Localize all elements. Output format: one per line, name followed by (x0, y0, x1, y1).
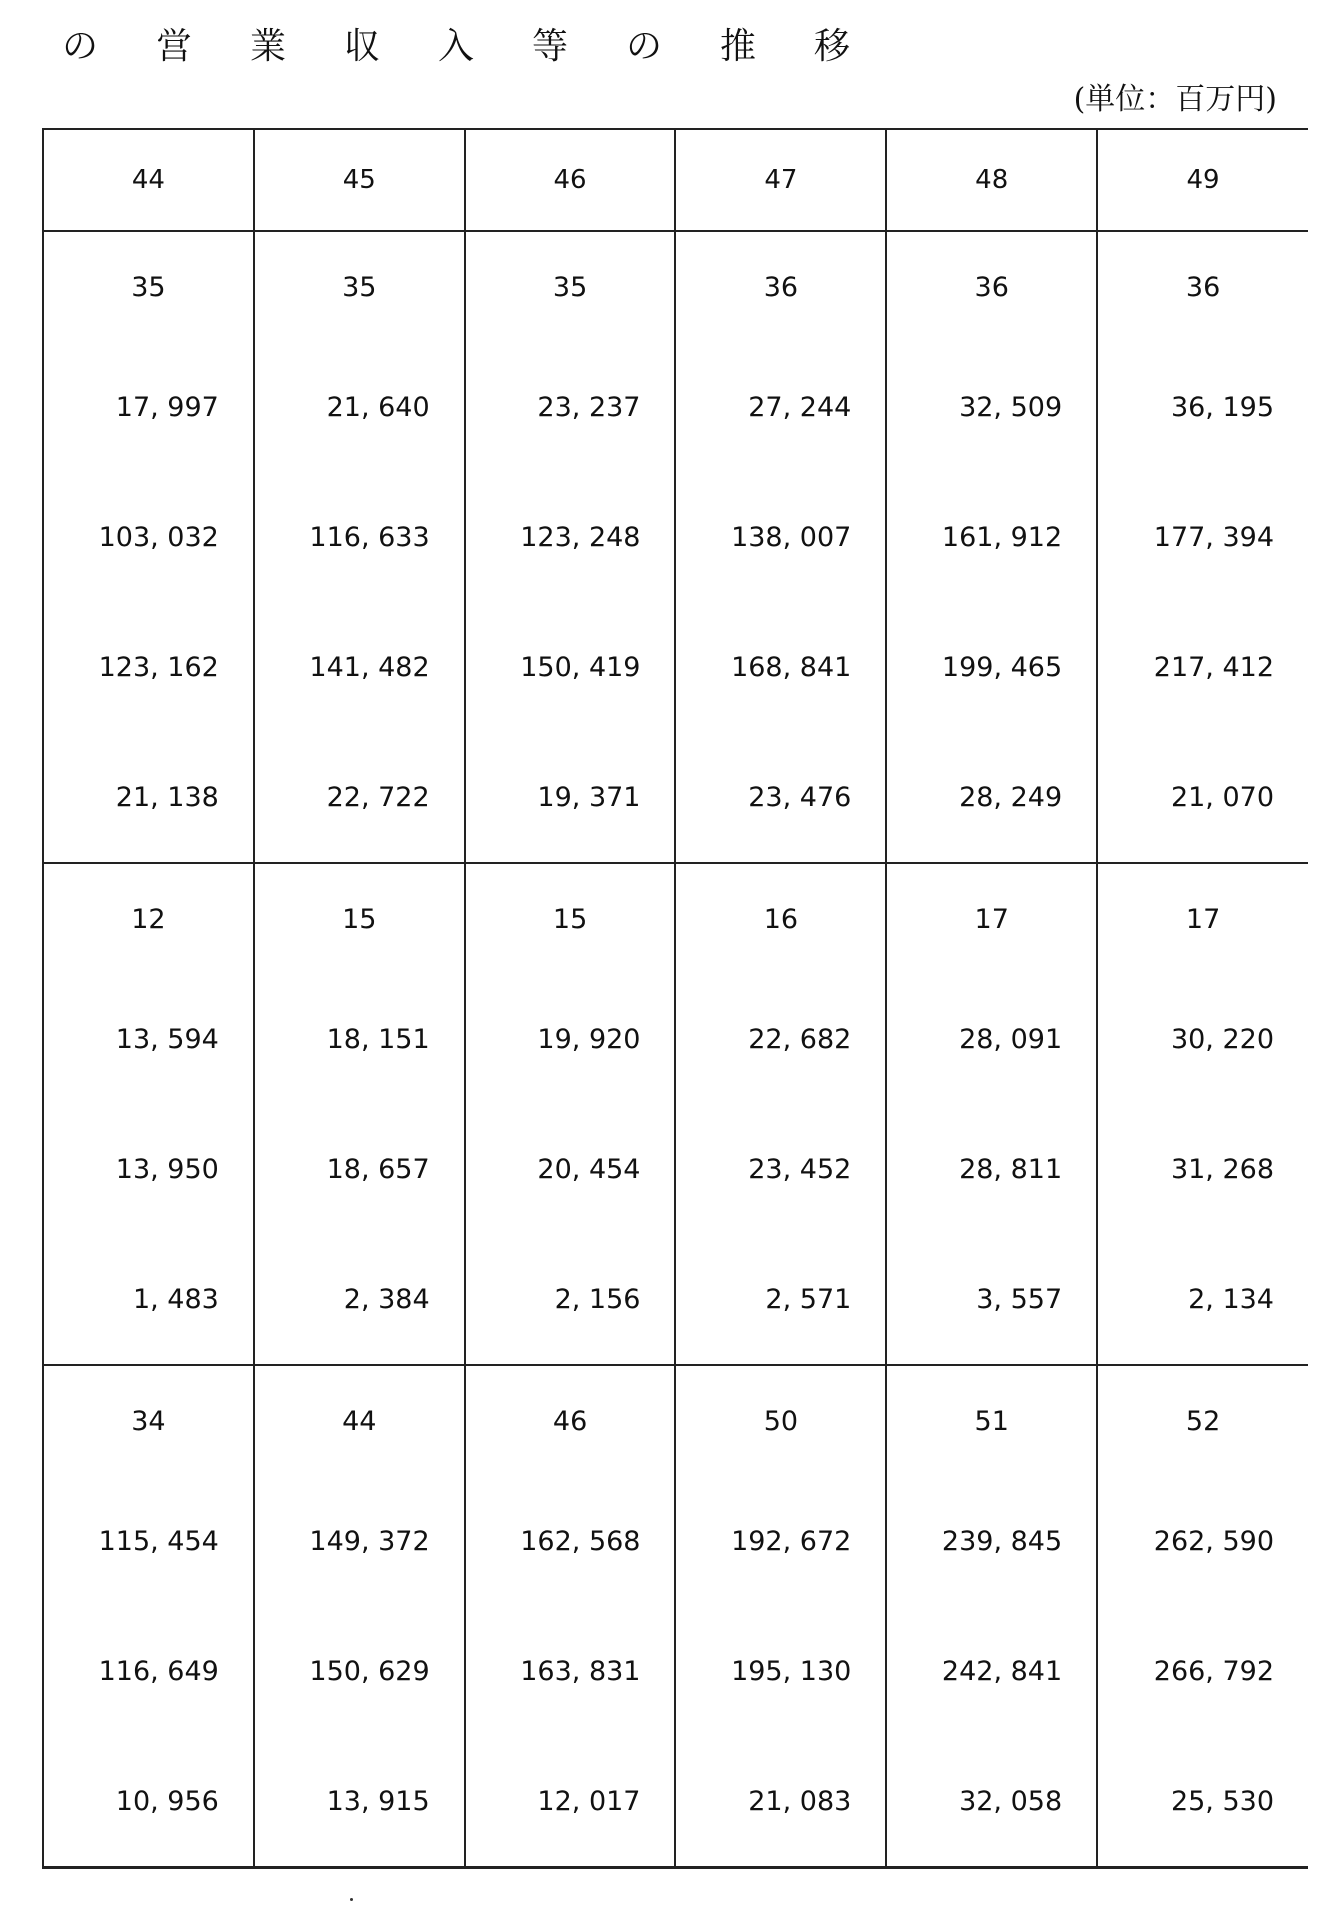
amount-cell: 18, 151 (254, 974, 465, 1104)
amount-cell: 162, 568 (465, 1476, 676, 1606)
amount-cell: 28, 091 (886, 974, 1097, 1104)
amount-cell: 28, 249 (886, 732, 1097, 863)
count-cell: 44 (254, 1365, 465, 1476)
amount-cell: 2, 156 (465, 1234, 676, 1365)
count-cell: 35 (254, 231, 465, 342)
table-section (43, 1365, 1308, 1868)
table-row (43, 1234, 1308, 1365)
table-row (43, 1606, 1308, 1736)
count-cell: 36 (886, 231, 1097, 342)
count-cell: 51 (886, 1365, 1097, 1476)
amount-cell: 13, 950 (43, 1104, 254, 1234)
amount-cell: 22, 682 (675, 974, 886, 1104)
amount-cell: 32, 058 (886, 1736, 1097, 1868)
amount-cell: 2, 384 (254, 1234, 465, 1365)
amount-cell: 28, 811 (886, 1104, 1097, 1234)
amount-cell: 138, 007 (675, 472, 886, 602)
amount-cell: 32, 509 (886, 342, 1097, 472)
column-header: 46 (465, 129, 676, 231)
amount-cell: 192, 672 (675, 1476, 886, 1606)
table-row (43, 1476, 1308, 1606)
amount-cell: 27, 244 (675, 342, 886, 472)
amount-cell: 17, 997 (43, 342, 254, 472)
amount-cell: 18, 657 (254, 1104, 465, 1234)
amount-cell: 19, 920 (465, 974, 676, 1104)
amount-cell: 13, 594 (43, 974, 254, 1104)
table-row (43, 602, 1308, 732)
amount-cell: 115, 454 (43, 1476, 254, 1606)
count-cell: 46 (465, 1365, 676, 1476)
amount-cell: 20, 454 (465, 1104, 676, 1234)
amount-cell: 12, 017 (465, 1736, 676, 1868)
table-row (43, 1104, 1308, 1234)
count-cell: 50 (675, 1365, 886, 1476)
amount-cell: 13, 915 (254, 1736, 465, 1868)
amount-cell: 2, 134 (1097, 1234, 1308, 1365)
amount-cell: 239, 845 (886, 1476, 1097, 1606)
amount-cell: 149, 372 (254, 1476, 465, 1606)
amount-cell: 22, 722 (254, 732, 465, 863)
count-cell: 35 (43, 231, 254, 342)
table-row (43, 472, 1308, 602)
amount-cell: 116, 633 (254, 472, 465, 602)
amount-cell: 116, 649 (43, 1606, 254, 1736)
amount-cell: 21, 138 (43, 732, 254, 863)
data-table-container (42, 128, 1308, 1869)
amount-cell: 123, 162 (43, 602, 254, 732)
table-section (43, 863, 1308, 1365)
amount-cell: 19, 371 (465, 732, 676, 863)
amount-cell: 10, 956 (43, 1736, 254, 1868)
table-row (43, 342, 1308, 472)
revenue-table (42, 128, 1308, 1869)
count-cell: 17 (886, 863, 1097, 974)
amount-cell: 168, 841 (675, 602, 886, 732)
header-row (43, 129, 1308, 231)
amount-cell: 21, 640 (254, 342, 465, 472)
count-cell: 12 (43, 863, 254, 974)
table-header (43, 129, 1308, 231)
table-section (43, 231, 1308, 863)
amount-cell: 2, 571 (675, 1234, 886, 1365)
count-cell: 15 (465, 863, 676, 974)
amount-cell: 150, 419 (465, 602, 676, 732)
amount-cell: 21, 083 (675, 1736, 886, 1868)
table-row (43, 732, 1308, 863)
column-header: 44 (43, 129, 254, 231)
table-row (43, 1365, 1308, 1476)
amount-cell: 30, 220 (1097, 974, 1308, 1104)
count-cell: 36 (1097, 231, 1308, 342)
amount-cell: 23, 452 (675, 1104, 886, 1234)
amount-cell: 161, 912 (886, 472, 1097, 602)
column-header: 47 (675, 129, 886, 231)
column-header: 45 (254, 129, 465, 231)
amount-cell: 23, 476 (675, 732, 886, 863)
amount-cell: 266, 792 (1097, 1606, 1308, 1736)
count-cell: 34 (43, 1365, 254, 1476)
amount-cell: 242, 841 (886, 1606, 1097, 1736)
count-cell: 16 (675, 863, 886, 974)
stray-mark (350, 1898, 353, 1901)
count-cell: 36 (675, 231, 886, 342)
amount-cell: 103, 032 (43, 472, 254, 602)
amount-cell: 36, 195 (1097, 342, 1308, 472)
amount-cell: 23, 237 (465, 342, 676, 472)
amount-cell: 141, 482 (254, 602, 465, 732)
amount-cell: 163, 831 (465, 1606, 676, 1736)
amount-cell: 262, 590 (1097, 1476, 1308, 1606)
amount-cell: 150, 629 (254, 1606, 465, 1736)
count-cell: 15 (254, 863, 465, 974)
amount-cell: 31, 268 (1097, 1104, 1308, 1234)
amount-cell: 3, 557 (886, 1234, 1097, 1365)
amount-cell: 1, 483 (43, 1234, 254, 1365)
amount-cell: 195, 130 (675, 1606, 886, 1736)
table-row (43, 974, 1308, 1104)
unit-label: (単位：百万円) (1073, 82, 1277, 117)
table-row (43, 1736, 1308, 1868)
table-row (43, 231, 1308, 342)
amount-cell: 177, 394 (1097, 472, 1308, 602)
column-header: 49 (1097, 129, 1308, 231)
count-cell: 35 (465, 231, 676, 342)
column-header: 48 (886, 129, 1097, 231)
count-cell: 17 (1097, 863, 1308, 974)
amount-cell: 25, 530 (1097, 1736, 1308, 1868)
count-cell: 52 (1097, 1365, 1308, 1476)
amount-cell: 21, 070 (1097, 732, 1308, 863)
table-row (43, 863, 1308, 974)
amount-cell: 217, 412 (1097, 602, 1308, 732)
amount-cell: 123, 248 (465, 472, 676, 602)
amount-cell: 199, 465 (886, 602, 1097, 732)
page-title: の営業収入等の推移 (62, 26, 909, 67)
